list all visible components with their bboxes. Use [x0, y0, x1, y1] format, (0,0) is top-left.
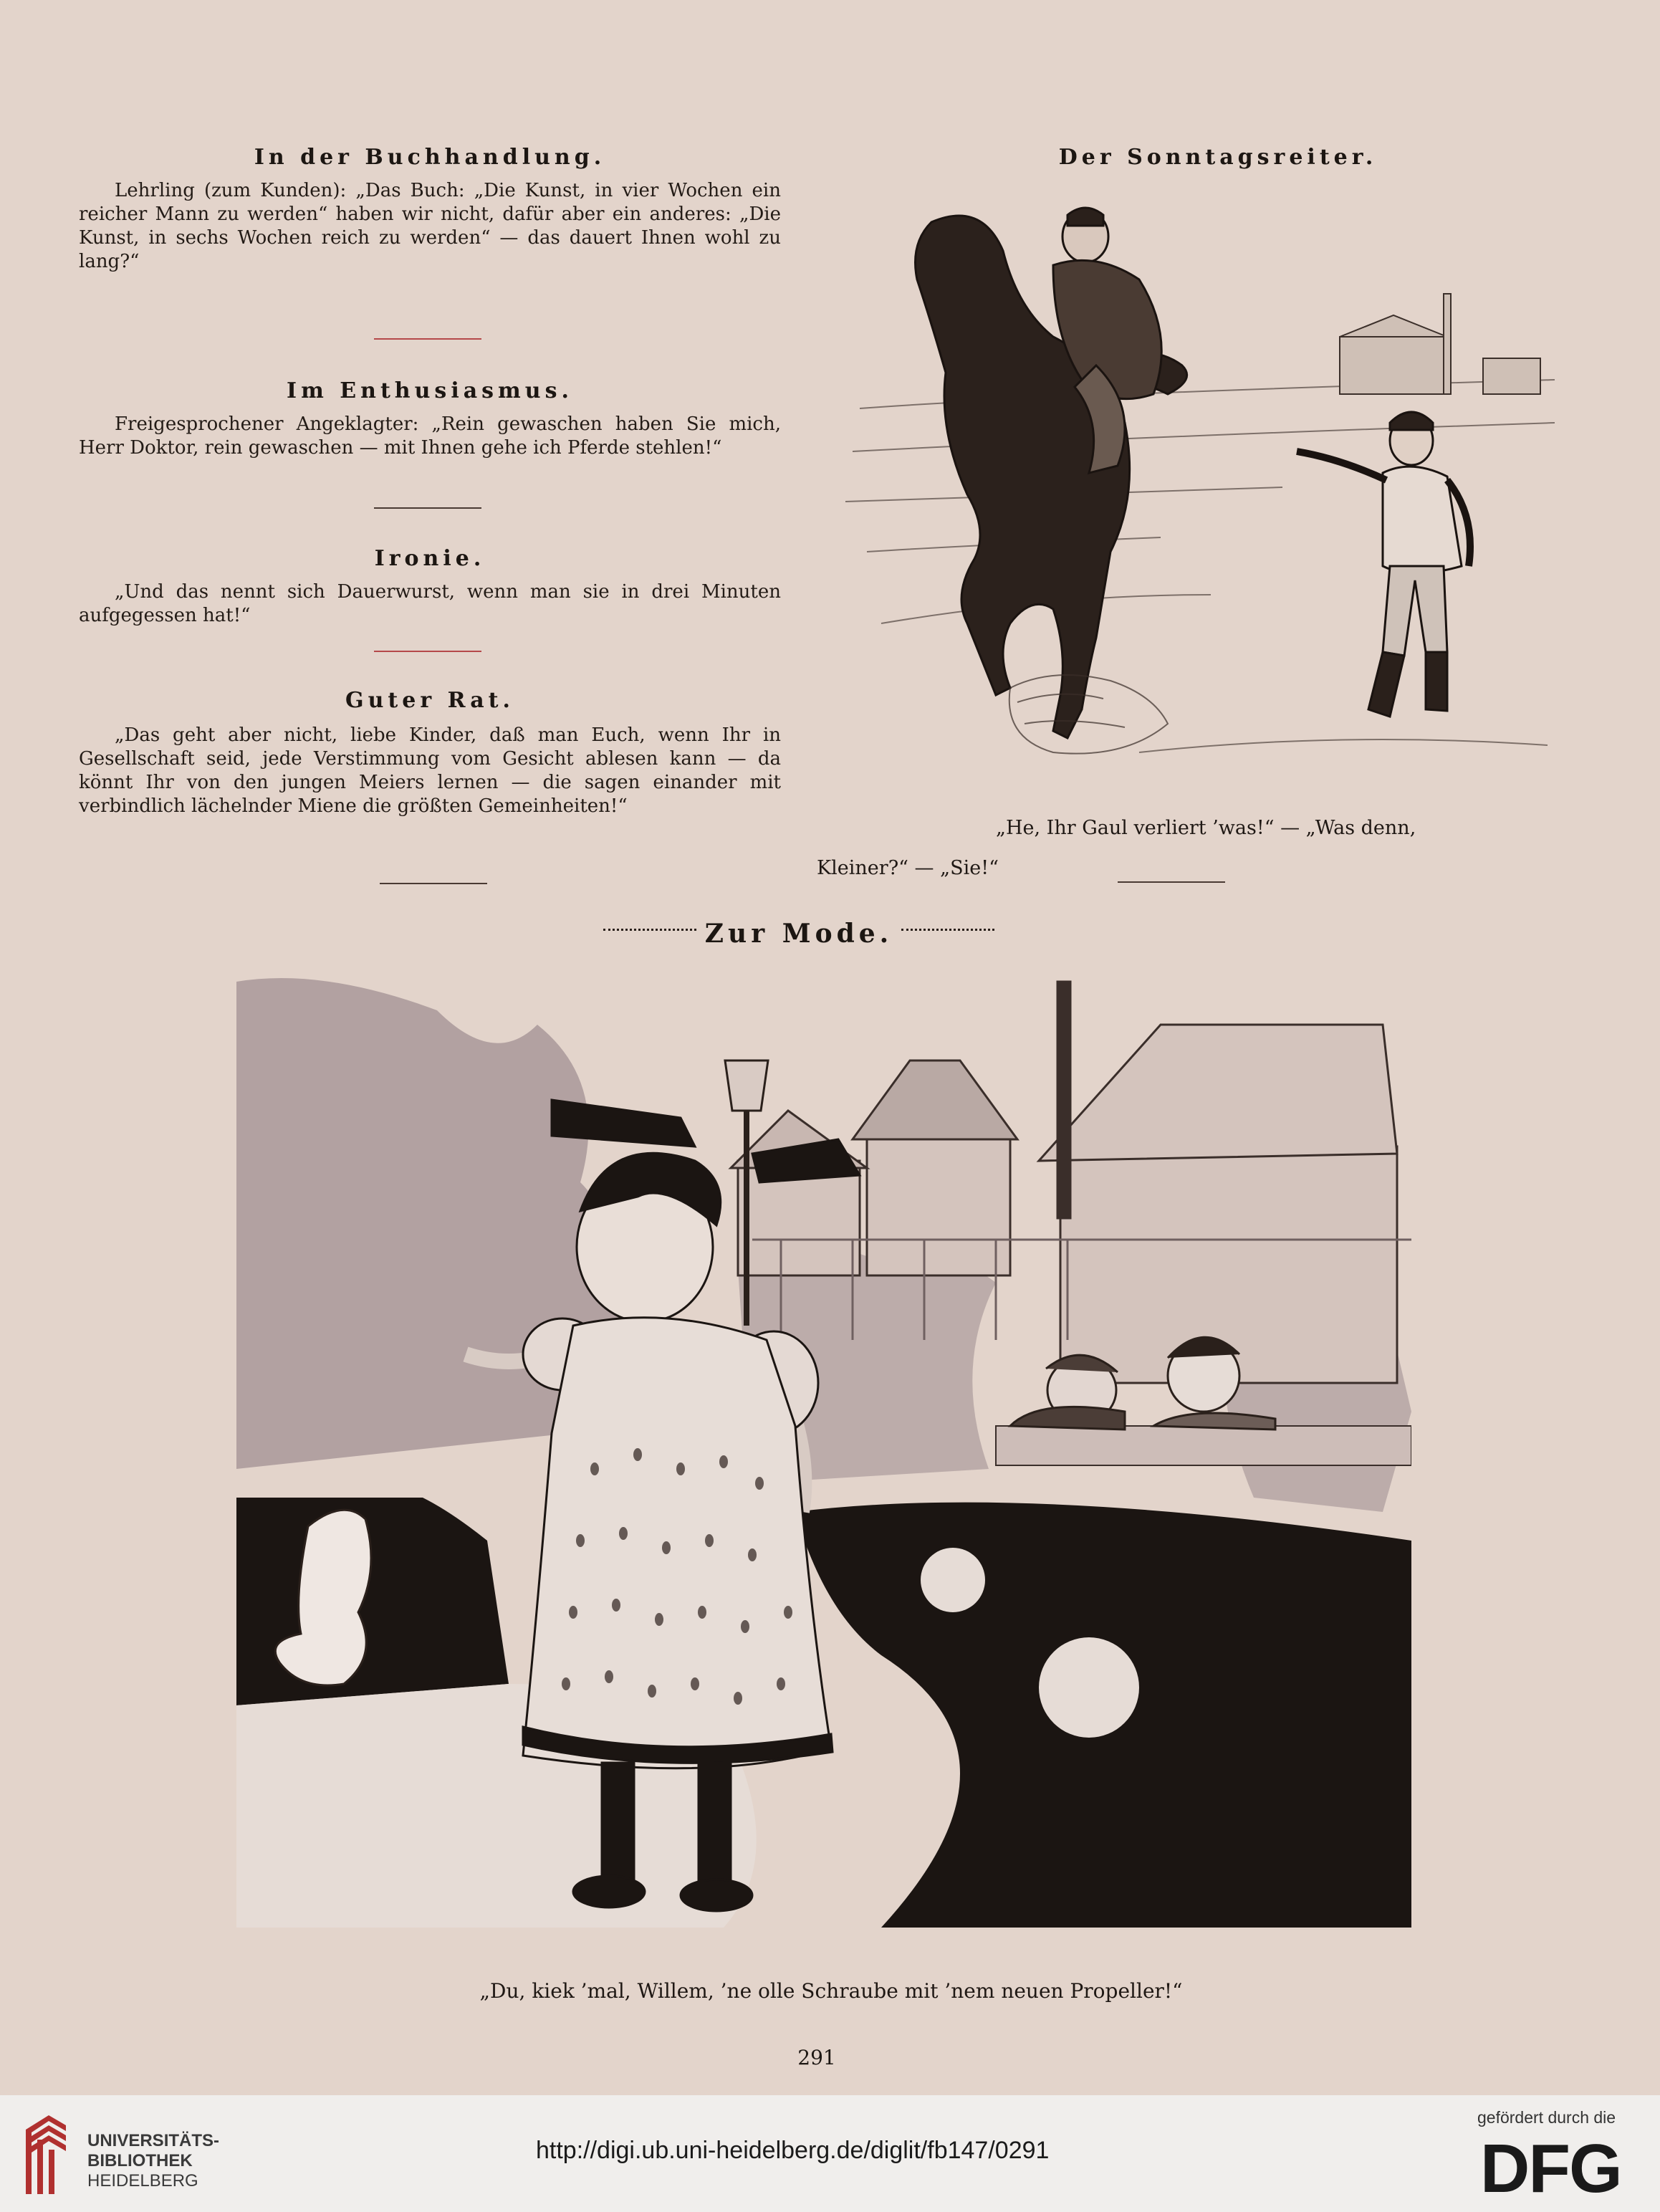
separator-rule: [1118, 881, 1225, 883]
article-title-buchhandlung: In der Buchhandlung.: [254, 145, 606, 170]
cartoon-title-zur-mode: Zur Mode.: [704, 919, 893, 949]
funded-by-label: gefördert durch die: [1477, 2108, 1616, 2127]
separator-rule: [380, 883, 487, 884]
article-text-buchhandlung: Lehrling (zum Kunden): „Das Buch: „Die Kunst, in vier Wochen ein reicher Mann zu werden“ haben wir nicht, dafür aber ein anderes: „Die Kunst, in sechs Wochen reich zu werden“ — das dauert Ihnen wohl zu lang?“: [79, 180, 781, 272]
cartoon-caption-line2: Kleiner?“ — „Sie!“: [817, 857, 999, 879]
article-title-enthusiasmus: Im Enthusiasmus.: [287, 378, 573, 403]
library-name-line3: HEIDELBERG: [87, 2171, 198, 2191]
library-name-line1: UNIVERSITÄTS-: [87, 2131, 220, 2150]
article-title-ironie: Ironie.: [374, 546, 486, 571]
cartoon-caption-line1: „He, Ihr Gaul verliert ’was!“ — „Was denn,: [996, 817, 1416, 839]
library-name-line2: BIBLIOTHEK: [87, 2151, 193, 2170]
ornament-right: [901, 929, 994, 938]
footer-bar: [0, 2095, 1660, 2212]
separator-rule: [374, 507, 481, 509]
cartoon-caption-zur-mode: „Du, kiek ’mal, Willem, ’ne olle Schraube mit ’nem neuen Propeller!“: [479, 1979, 1183, 2003]
article-text-guter-rat: „Das geht aber nicht, liebe Kinder, daß man Euch, wenn Ihr in Gesellschaft seid, jede Verstimmung vom Gesicht ablesen kann — da könnt Ihr von den jungen Meiers lernen — die sagen einander mit verbindlich lächelnder Miene die größten Gemeinheiten!“: [79, 724, 781, 817]
library-logo-icon: [20, 2108, 72, 2198]
article-text-ironie: „Und das nennt sich Dauerwurst, wenn man sie in drei Minuten aufgegessen hat!“: [79, 581, 781, 626]
separator-rule: [374, 651, 481, 652]
ornament-left: [603, 929, 696, 938]
page-number: 291: [797, 2046, 836, 2069]
article-text-enthusiasmus: Freigesprochener Angeklagter: „Rein gewaschen haben Sie mich, Herr Doktor, rein gewaschen — mit Ihnen gehe ich Pferde stehlen!“: [79, 413, 781, 459]
separator-rule: [374, 338, 481, 340]
cartoon-title-sonntagsreiter: Der Sonntagsreiter.: [1058, 145, 1378, 170]
illustration-sunday-rider: [838, 193, 1555, 817]
article-title-guter-rat: Guter Rat.: [345, 688, 514, 713]
dfg-logo: DFG: [1480, 2130, 1621, 2207]
document-url-link[interactable]: http://digi.ub.uni-heidelberg.de/diglit/fb147/0291: [536, 2137, 1050, 2164]
illustration-fashion-girl: [236, 967, 1411, 1942]
